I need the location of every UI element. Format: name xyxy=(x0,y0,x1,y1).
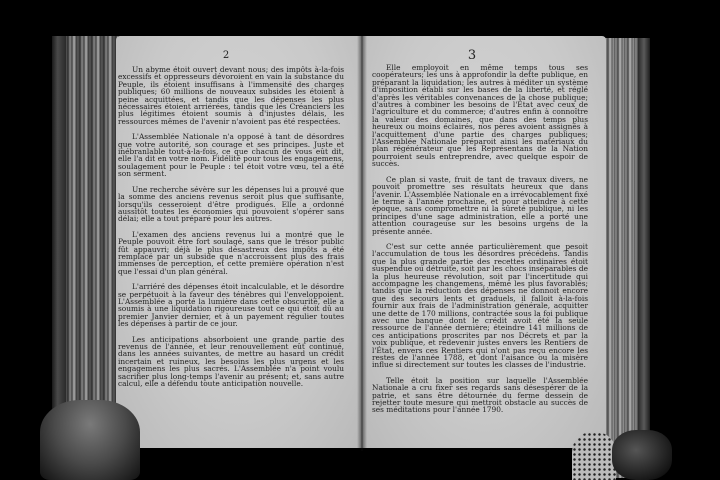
paragraph: L'Assemblée Nationale n'a opposé à tant de désordres que votre autorité, son courage et ses principes. Juste et inébranlable tout-à-la-fois, ce que chacun de vous eût dit, elle l'a dit en votre nom. Fidélité pour tous les engagemens, soulagement pour le Peuple : tel étoit votre vœu, tel a été son serment. xyxy=(118,132,344,179)
paragraph: Un abyme étoit ouvert devant nous; des impôts à-la-fois excessifs et oppresseurs dévoroient en vain la substance du Peuple, ils étoient insuffisans à l'immensité des charges publiques; 60 millions de nouveaux subsides les étoient à peine acquittées, et tandis que les dépenses les plus nécessaires étoient arriérées, tandis que les Créanciers les plus légitimes étoient soumis à d'injustes délais, les ressources mêmes de l'avenir n'avoient pas été respectées. xyxy=(118,65,344,126)
left-hand-holding-page xyxy=(40,400,140,480)
paragraph: L'examen des anciens revenus lui a montré que le Peuple pouvoit être fort soulagé, sans que le trésor public fût appauvri; déjà le plus désastreux des impôts a été remplacé par un subside que n'accroissent plus des frais immenses de perception, et cette première opération n'est que l'essai d'un plan général. xyxy=(118,229,344,276)
right-hand-holding-page xyxy=(612,430,672,480)
page-number-left: 2 xyxy=(222,50,230,61)
paragraph: L'arriéré des dépenses étoit incalculable, et le désordre se perpétuoit à la faveur des ténèbres qui l'enveloppoient. L'Assemblée a porté la lumière dans cette obscurité, elle a soumis à une liquidation rigoureuse tout ce qui étoit dû au premier Janvier dernier, et à un payement régulier toutes les dépenses à partir de ce jour. xyxy=(118,282,344,329)
paragraph: C'est sur cette année particulièrement que pesoit l'accumulation de tous les désordres précédens. Tandis que la plus grande partie des recettes ordinaires étoit suspendue ou détruite, soit par les chocs inséparables de la plus heureuse révolution, soit par l'incertitude qui accompagne les changemens, même les plus favorables; tandis que la réduction des dépenses ne donnoit encore que des secours lents et graduels, il falloit à-la-fois fournir aux frais de l'administration générale, acquitter une dette de 170 millions, contractée sous la foi publique avec une banque dont le crédit avoit été la seule ressource de l'année dernière; éteindre 141 millions de ces anticipations proscrites par nos Décrets et par la voix publique, et redevenir justes envers les Rentiers de l'État, envers ces Rentiers qui n'ont pas reçu encore les restes de l'année 1788, et dont l'aisance ou la misère influe si directement sur toutes les classes de l'industrie. xyxy=(372,241,588,370)
right-page-text xyxy=(372,64,588,422)
right-page-edges xyxy=(604,38,640,478)
thimble-finger-cover xyxy=(572,432,616,480)
left-page-text xyxy=(118,66,344,395)
left-cover xyxy=(52,36,66,456)
right-page xyxy=(362,36,606,448)
paragraph: Telle étoit la position sur laquelle l'Assemblée Nationale a cru fixer ses regards sans désespérer de la patrie, et sans être détournée du ferme dessein de rejetter toute mesure qui mettroit obstacle au succès de ses méditations pour l'année 1790. xyxy=(372,375,588,415)
paragraph: Les anticipations absorboient une grande partie des revenus de l'année, et leur renouvellement eût continué, dans les années suivantes, de mettre au hasard un crédit incertain et ruineux, les besoins les plus urgens et les engagemens les plus sacrés. L'Assemblée n'a point voulu sacrifier plus long-temps l'avenir au présent; et, sans autre calcul, elle a défendu toute anticipation nouvelle. xyxy=(118,334,344,389)
paragraph: Ce plan si vaste, fruit de tant de travaux divers, ne pouvoit promettre ses résultats heureux que dans l'avenir. L'Assemblée Nationale en a irrévocablement fixé le terme à l'année prochaine, et pour atteindre à cette époque, sans compromettre ni la sûreté publique, ni les principes d'une sage administration, elle a porté une attention courageuse sur les besoins urgens de la présente année. xyxy=(372,174,588,236)
paragraph: Elle employoit en même temps tous ses coopérateurs; les uns à approfondir la dette publique, en préparant la liquidation; les autres à méditer un système d'imposition établi sur les bases de la liberté, et réglé d'après les véritables convenances de la chose publique; d'autres à combiner les besoins de l'État avec ceux de l'agriculture et du commerce; d'autres enfin à connoître la valeur des domaines, que dans des temps plus heureux ou moins éclairés, nos pères avoient assignés à l'acquittement d'une partie des charges publiques; l'Assemblée Nationale préparoit ainsi les matériaux du plan régénérateur que les Représentans de la Nation pourroient seuls entreprendre, avec quelque espoir de succès. xyxy=(372,63,588,169)
right-cover xyxy=(638,38,650,478)
page-number-right: 3 xyxy=(467,48,477,63)
book-gutter xyxy=(357,36,367,451)
left-page-edges xyxy=(52,36,118,456)
left-page xyxy=(116,36,362,448)
paragraph: Une recherche sévère sur les dépenses lui a prouvé que la somme des anciens revenus seroit plus que suffisante, lorsqu'ils cesseroient d'être prodigués. Elle a ordonné aussitôt toutes les économies qui pouvoient s'opérer sans délai; elle a tout préparé pour les autres. xyxy=(118,184,344,224)
